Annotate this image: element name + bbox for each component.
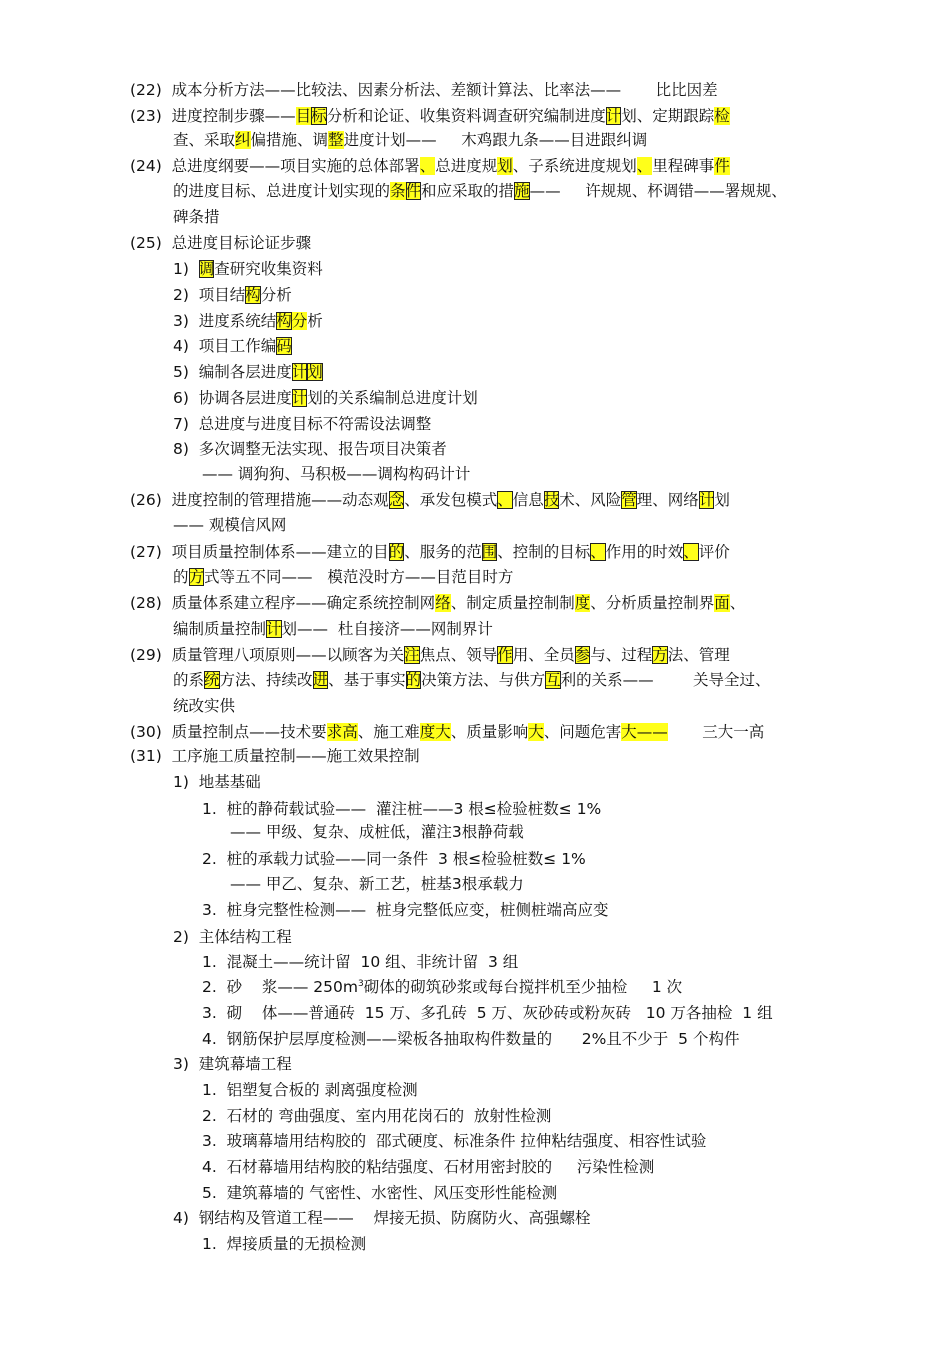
item-25-step-6: 6) 协调各层进度计划的关系编制总进度计划 xyxy=(173,389,478,407)
item-24-cont: 的进度目标、总进度计划实现的条件和应采取的措施—— 许规规、杯调错——署规规、 xyxy=(173,182,787,200)
item-27: (27) 项目质量控制体系——建立的目的、服务的范围、控制的目标、作用的时效、评价 xyxy=(130,543,730,561)
item-31-1-2: 2. 桩的承载力试验——同一条件 3 根≤检验桩数≤ 1% xyxy=(202,850,586,868)
item-24-cont2: 碑条措 xyxy=(173,208,220,226)
item-26-mnemonic: —— 观模信风网 xyxy=(173,516,287,534)
item-25-step-5: 5) 编制各层进度计划 xyxy=(173,363,323,381)
item-25-mnemonic: —— 调狗狗、马积极——调构构码计计 xyxy=(202,465,471,483)
item-25: (25) 总进度目标论证步骤 xyxy=(130,234,312,252)
item-31-3-5: 5. 建筑幕墙的 气密性、水密性、风压变形性能检测 xyxy=(202,1184,558,1202)
item-30: (30) 质量控制点——技术要求高、施工难度大、质量影响大、问题危害大—— 三大一高 xyxy=(130,723,765,741)
item-31-3-3: 3. 玻璃幕墙用结构胶的 邵式硬度、标准条件 拉伸粘结强度、相容性试验 xyxy=(202,1132,707,1150)
item-31-3-2: 2. 石材的 弯曲强度、室内用花岗石的 放射性检测 xyxy=(202,1107,552,1125)
item-31-1-1-note: —— 甲级、复杂、成桩低，灌注3根静荷载 xyxy=(230,823,524,841)
item-31-section-4: 4) 钢结构及管道工程—— 焊接无损、防腐防火、高强螺栓 xyxy=(173,1209,591,1227)
item-27-cont: 的方式等五不同—— 模范没时方——目范目时方 xyxy=(173,568,514,586)
item-31-2-4: 4. 钢筋保护层厚度检测——梁板各抽取构件数量的 2%且不少于 5 个构件 xyxy=(202,1030,740,1048)
item-31-4-1: 1. 焊接质量的无损检测 xyxy=(202,1235,367,1253)
item-31-3-4: 4. 石材幕墙用结构胶的粘结强度、石材用密封胶的 污染性检测 xyxy=(202,1158,655,1176)
item-29: (29) 质量管理八项原则——以顾客为关注焦点、领导作用、全员参与、过程方法、管理 xyxy=(130,646,730,664)
item-25-step-8: 8) 多次调整无法实现、报告项目决策者 xyxy=(173,440,447,458)
item-23: (23) 进度控制步骤——目标分析和论证、收集资料调查研究编制进度计划、定期跟踪检 xyxy=(130,107,730,125)
item-28: (28) 质量体系建立程序——确定系统控制网络、制定质量控制制度、分析质量控制界面、 xyxy=(130,594,746,612)
item-31-section-2: 2) 主体结构工程 xyxy=(173,928,292,946)
item-25-step-3: 3) 进度系统结构分析 xyxy=(173,312,323,330)
item-31-3-1: 1. 铝塑复合板的 剥离强度检测 xyxy=(202,1081,418,1099)
item-26: (26) 进度控制的管理措施——动态观念、承发包模式、信息技术、风险管理、网络计划 xyxy=(130,491,730,509)
item-29-cont2: 统改实供 xyxy=(173,697,236,715)
item-31-section-3: 3) 建筑幕墙工程 xyxy=(173,1055,292,1073)
item-31-1-2-note: —— 甲乙、复杂、新工艺，桩基3根承载力 xyxy=(230,875,524,893)
item-25-step-7: 7) 总进度与进度目标不符需设法调整 xyxy=(173,415,432,433)
item-31-1-3: 3. 桩身完整性检测—— 桩身完整低应变，桩侧桩端高应变 xyxy=(202,901,609,919)
item-23-cont: 查、采取纠偏措施、调整进度计划—— 木鸡跟九条——目进跟纠调 xyxy=(173,131,648,149)
item-31: (31) 工序施工质量控制——施工效果控制 xyxy=(130,747,420,765)
item-31-2-3: 3. 砌 体——普通砖 15 万、多孔砖 5 万、灰砂砖或粉灰砖 10 万各抽检 1 组 xyxy=(202,1004,773,1022)
item-28-cont: 编制质量控制计划—— 杜自接济——网制界计 xyxy=(173,620,493,638)
item-25-step-2: 2) 项目结构分析 xyxy=(173,286,292,304)
item-25-step-1: 1) 调查研究收集资料 xyxy=(173,260,323,278)
item-25-step-4: 4) 项目工作编码 xyxy=(173,337,292,355)
item-29-cont: 的系统方法、持续改进、基于事实的决策方法、与供方互利的关系—— 关导全过、 xyxy=(173,671,771,689)
item-24: (24) 总进度纲要——项目实施的总体部署、总进度规划、子系统进度规划、里程碑事件 xyxy=(130,157,730,175)
item-31-2-1: 1. 混凝土——统计留 10 组、非统计留 3 组 xyxy=(202,953,519,971)
item-22: (22) 成本分析方法——比较法、因素分析法、差额计算法、比率法—— 比比因差 xyxy=(130,81,718,99)
item-31-1-1: 1. 桩的静荷载试验—— 灌注桩——3 根≤检验桩数≤ 1% xyxy=(202,800,602,818)
item-31-section-1: 1) 地基基础 xyxy=(173,773,261,791)
item-31-2-2: 2. 砂 浆—— $250m^3$砌体的砌筑砂浆或每台搅拌机至少抽检 1 次 xyxy=(202,978,683,996)
